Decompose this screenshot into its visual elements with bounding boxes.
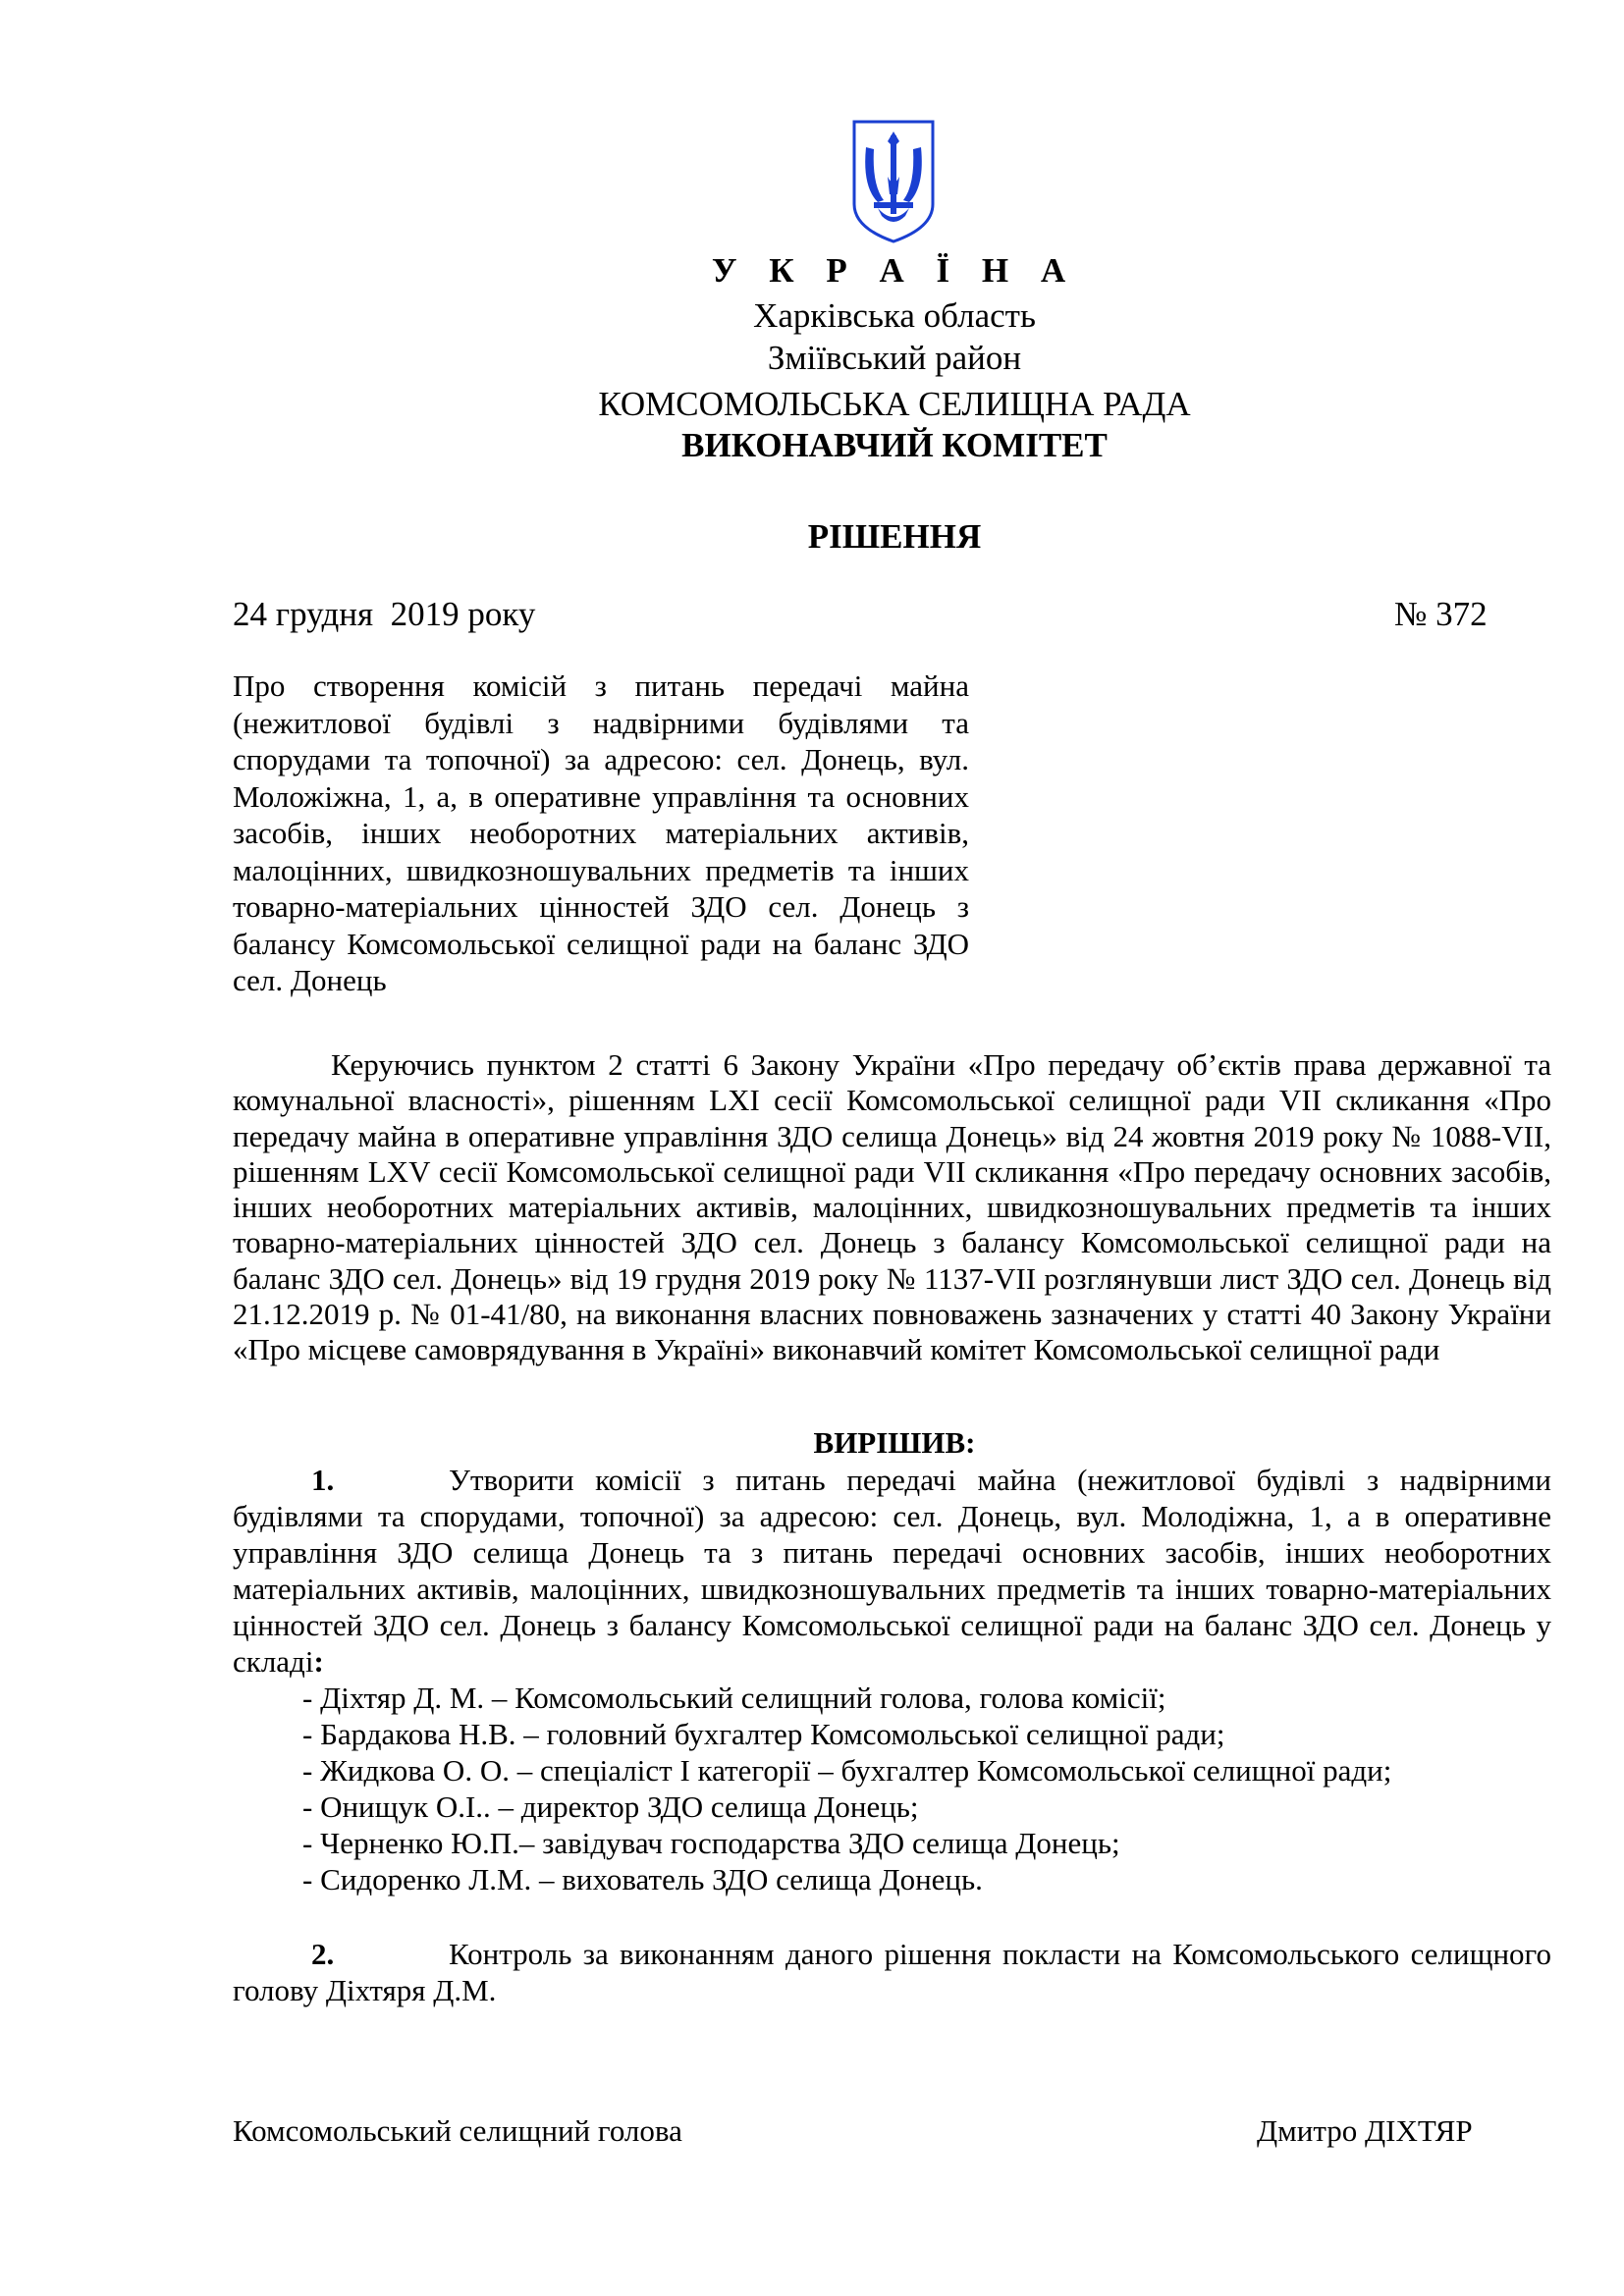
list-item: - Діхтяр Д. М. – Комсомольський селищний голова, голова комісії;	[302, 1681, 1166, 1715]
region-line: Харківська область	[753, 296, 1036, 335]
list-item: - Жидкова О. О. – спеціаліст І категорії – бухгалтер Комсомольської селищної ради;	[302, 1753, 1392, 1788]
item-number: 1.	[311, 1463, 335, 1497]
resolution-item-2	[233, 1936, 1551, 2008]
list-item: - Черненко Ю.П.– завідувач господарства ЗДО селища Донець;	[302, 1826, 1120, 1860]
district-line: Зміївський район	[767, 339, 1022, 377]
country-title: У К Р А Ї Н А	[711, 251, 1078, 290]
preamble-paragraph: Керуючись пунктом 2 статті 6 Закону України «Про передачу об’єктів права державної та комунальної власності», рішенням LXI сесії Комсомольської селищної ради VII скликання «Про передачу майна в оперативне управління ЗДО селища Донець» від 24 жовтня 2019 року № 1088-VII, рішенням LXV сесії Комсомольської селищної ради VII скликання «Про передачу основних засобів, інших необоротних матеріальних активів, малоцінних, швидкозношувальних предметів та інших товарно-матеріальних цінностей ЗДО сел. Донець з балансу Комсомольської селищної ради на баланс ЗДО сел. Донець» від 19 грудня 2019 року № 1137-VII розглянувши лист ЗДО сел. Донець від 21.12.2019 р. № 01-41/80, на виконання власних повноважень зазначених у статті 40 Закону України «Про місцеве самоврядування в Україні» виконавчий комітет Комсомольської селищної ради	[233, 1047, 1551, 1367]
item-number: 2.	[311, 1937, 335, 1971]
signature-name: Дмитро ДІХТЯР	[1257, 2113, 1473, 2148]
committee-line: ВИКОНАВЧИЙ КОМІТЕТ	[681, 426, 1108, 464]
decision-date: 24 грудня 2019 року	[233, 595, 536, 633]
council-line: КОМСОМОЛЬСЬКА СЕЛИЩНА РАДА	[598, 385, 1191, 423]
item-text: Контроль за виконанням даного рішення покласти на Комсомольського селищного голову Діхтяря Д.М.	[233, 1937, 1551, 2007]
commission-members-list	[302, 1680, 1391, 1897]
list-item: - Сидоренко Л.М. – вихователь ЗДО селища Донець.	[302, 1862, 983, 1896]
list-item: - Бардакова Н.В. – головний бухгалтер Комсомольської селищної ради;	[302, 1717, 1225, 1751]
item-suffix: :	[313, 1644, 324, 1679]
item-text: Утворити комісії з питань передачі майна (нежитлової будівлі з надвірними будівлями та спорудами, топочної) за адресою: сел. Донець, вул. Молодіжна, 1, а в оперативне управління ЗДО селища Донець та з питань передачі основних засобів, інших необоротних матеріальних активів, малоцінних, швидкозношувальних предметів та інших товарно-матеріальних цінностей ЗДО сел. Донець з балансу Комсомольської селищної ради на баланс ЗДО сел. Донець у складі	[233, 1463, 1551, 1679]
resolved-heading: ВИРІШИВ:	[813, 1425, 976, 1460]
resolution-item-1	[233, 1462, 1551, 1680]
list-item: - Онищук О.І.. – директор ЗДО селища Донець;	[302, 1789, 919, 1824]
decision-subject: Про створення комісій з питань передачі майна (нежитлової будівлі з надвірними будівлями та спорудами та топочної) за адресою: сел. Донець, вул. Моложіжна, 1, а, в оперативне управління та основних засобів, інших необоротних матеріальних активів, малоцінних, швидкозношувальних предметів та інших товарно-матеріальних цінностей ЗДО сел. Донець з балансу Комсомольської селищної ради на баланс ЗДО сел. Донець	[233, 668, 969, 997]
coat-of-arms-icon	[848, 118, 939, 245]
decision-number: № 372	[1394, 595, 1488, 633]
signature-role: Комсомольський селищний голова	[233, 2113, 682, 2148]
decision-title: РІШЕННЯ	[807, 517, 982, 556]
